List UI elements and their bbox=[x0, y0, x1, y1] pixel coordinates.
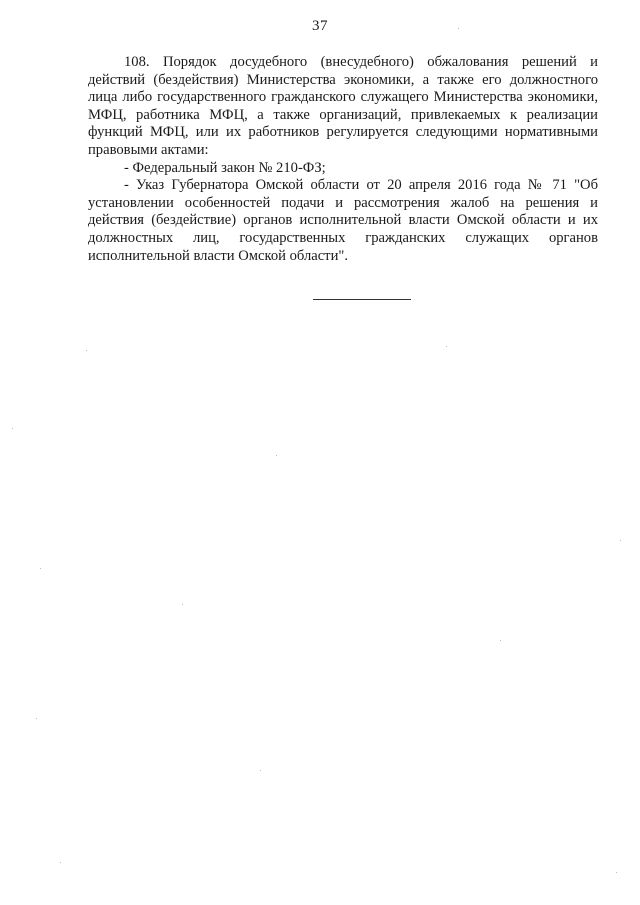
page-number: 37 bbox=[312, 18, 328, 34]
scan-speck bbox=[620, 540, 621, 541]
scan-speck bbox=[446, 346, 447, 347]
list-item-federal-law: - Федеральный закон № 210-ФЗ; bbox=[124, 159, 326, 176]
paragraph-108: 108. Порядок досудебного (внесудебного) обжалования решений и действий (бездействия) Министерства экономики, а также его должностного лица либо государственного гражданского служащего Министерства экономики, МФЦ, работника МФЦ, а также организаций, привлекаемых к реализации функций МФЦ, или их работников регулируется следующими нормативными правовыми актами: bbox=[88, 54, 598, 158]
list-item-governor-decree: - Указ Губернатора Омской области от 20 апреля 2016 года № 71 "Об установлении особенностей подачи и рассмотрения жалоб на решения и действия (бездействие) органов исполнительной власти Омской области и их должностных лиц, государственных гражданских служащих органов исполнительной власти Омской области". bbox=[88, 177, 598, 264]
scan-speck bbox=[40, 568, 41, 569]
scan-speck bbox=[458, 28, 459, 29]
scan-speck bbox=[500, 640, 501, 641]
end-divider bbox=[313, 299, 411, 300]
scan-speck bbox=[86, 350, 87, 351]
scan-speck bbox=[36, 718, 37, 719]
scan-speck bbox=[60, 862, 61, 863]
scan-speck bbox=[12, 428, 13, 429]
scan-speck bbox=[616, 872, 617, 873]
scan-speck bbox=[276, 455, 277, 456]
scan-speck bbox=[260, 770, 261, 771]
scan-speck bbox=[182, 604, 183, 605]
document-body bbox=[88, 54, 598, 265]
